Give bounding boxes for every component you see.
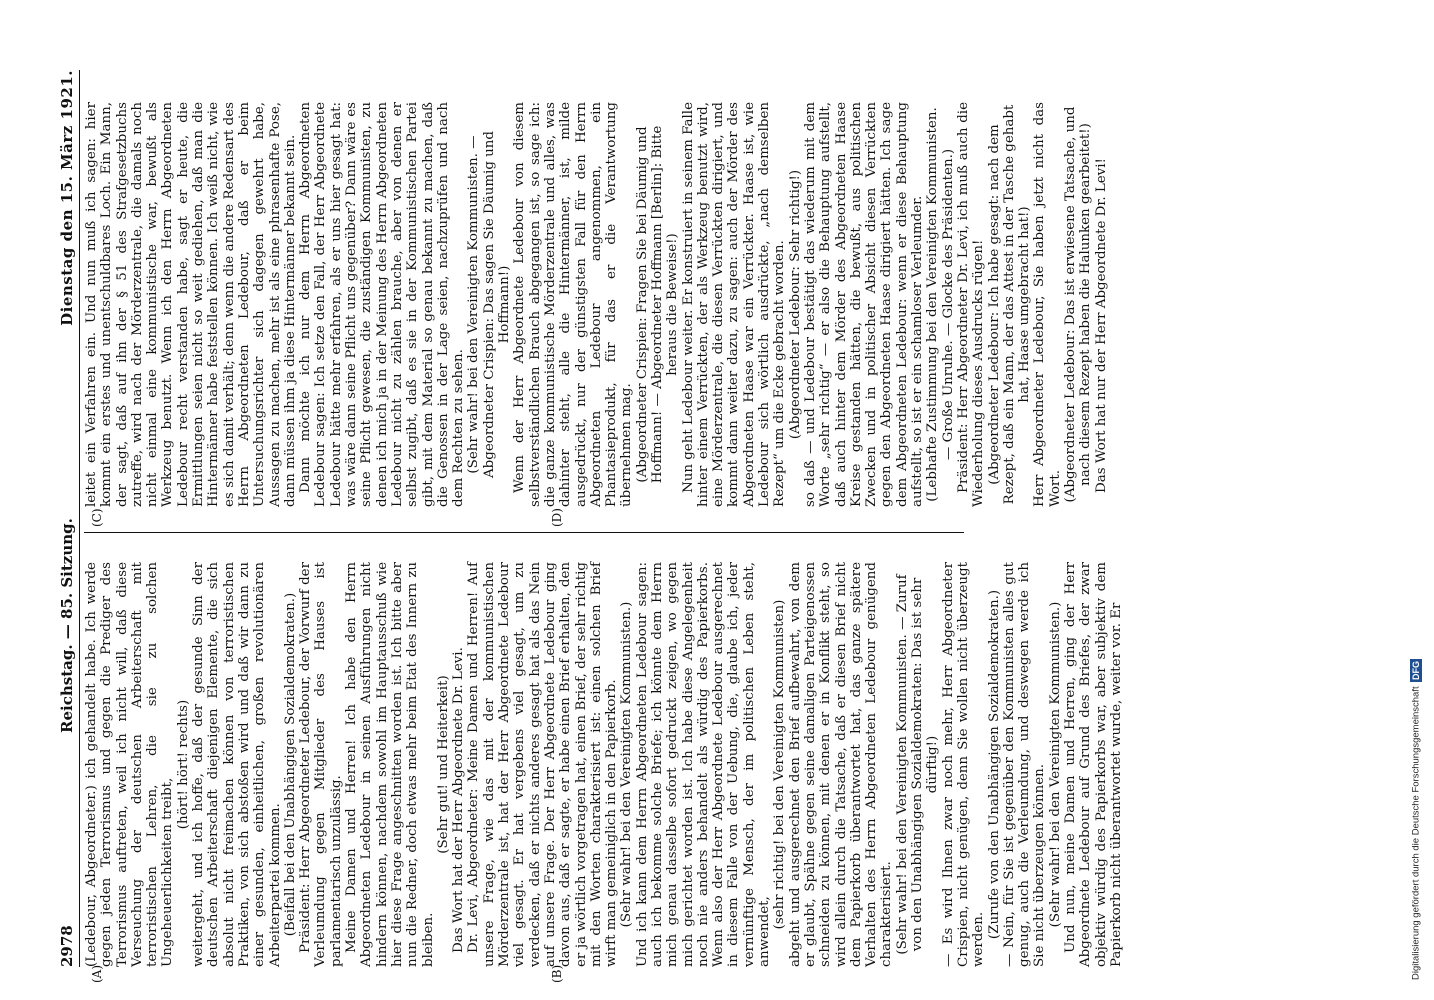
right-column [84,102,1109,507]
marker-b: (B) [550,964,564,983]
marker-a: (A) [90,964,104,983]
paragraph: (Ledebour, Abgeordneter.) ich gehandelt habe. Ich werde gegen jeden Terrorismus und gegen die Prediger des Terrorismus auftreten, weil ich nicht will, daß diese Verseuchung der deutschen Arbeiterschaft mit terroristischen Lehren, die sie zu solchen Ungeheuerlichkeiten treibt, [84,562,176,967]
paragraph: Präsident: Herr Abgeordneter Ledebour, der Vorwurf der Verleumdung gegen Mitglieder des Hauses ist parlamentarisch unzulässig. [298,562,344,967]
paragraph: (Sehr wahr! bei den Vereinigten Kommunisten. — Zuruf von den Unabhängigen Sozialdemokraten: Das ist sehr dürftig!) [894,574,941,955]
paragraph: so daß — und Ledebour bestätigt das wiederum mit dem Worte „sehr richtig“ — er also die Behauptung aufstellt, daß auch hinter dem Mörder des Abgeordneten Haase Kreise gestanden hätten, die bewußt, aus politischen Zwecken und in politischer Absicht diesen Verrückten gegen den Abgeordneten Haase dirigiert hätten. Ich sage dem Abgeordneten Ledebour: wenn er diese Behauptung aufstellt, so ist er ein schamloser Verleumder. [802,102,926,507]
paragraph: (Abgeordneter Ledebour: Das ist erwiesene Tatsache, und nach diesem Rezept haben die Halunken gearbeitet!) [1063,106,1094,503]
paragraph: Meine Damen und Herren! Ich habe den Herrn Abgeordneten Ledebour in seinen Ausführungen nicht hindern können, nachdem sowohl im Hauptausschuß wie hier diese Frage angeschnitten worden ist. Ich bitte aber nun die Redner, doch etwas mehr beim Etat des Innern zu bleiben. [344,562,436,967]
paragraph: (Sehr wahr! bei den Vereinigten Kommunisten. — Abgeordneter Crispien: Das sagen Sie Däumig und Hoffmann!) [466,131,513,478]
paragraph: Dr. Levi, Abgeordneter: Meine Damen und Herren! Auf unsere Frage, wie das mit der kommunistischen Mörderzentrale ist, hat der Herr Abgeordnete Ledebour viel gesagt. Er hat vergebens viel gesagt, um zu verdecken, daß er nichts anderes gesagt hat als das Nein auf unsere Frage. Der Herr Abgeordnete Ledebour ging davon aus, daß er sagte, er habe einen Brief erhalten, den er ja wörtlich vorgetragen hat, einen Brief, der sehr richtig mit den Worten charakterisiert ist: einen solchen Brief wirft man gemeiniglich in den Papierkorb. [466,562,620,967]
paragraph: — Nein, für Sie ist gegenüber den Kommunisten alles gut genug, auch die Verleumdung, und deswegen werde ich Sie nicht überzeugen können. [1001,562,1048,967]
marker-d: (D) [550,508,564,527]
paragraph: Wenn der Herr Abgeordnete Ledebour von diesem selbstverständlichen Brauch abgegangen ist, so sage ich: die ganze kommunistische Mörderzentrale und alles, was dahinter steht, alle die Hintermänner, ist, milde ausgedrückt, nur der günstigsten Fall für den Herrn Abgeordneten Ledebour angenommen, ein Phantasieprodukt, für das er die Verantwortung übernehmen mag. [512,102,635,507]
page-header [50,70,80,967]
paragraph: Herr Abgeordneter Ledebour, Sie haben jetzt nicht das Wort. [1032,102,1063,507]
paragraph: (Beifall bei den Unabhängigen Sozialdemokraten.) [282,592,298,937]
dfg-logo: DFG [1411,661,1421,681]
page-number: 2978 [58,925,76,967]
paragraph: Das Wort hat nur der Herr Abgeordnete Dr. Levi! [1093,158,1109,493]
document-page [50,50,1390,985]
header-date: Dienstag den 15. März 1921. [58,70,76,326]
paragraph: Und nun, meine Damen und Herren, ging der Herr Abgeordnete Ledebour auf Grund des Briefes, der zwar objektiv würdig des Papierkorbs war, aber subjektiv dem Papierkorb nicht überantwortet wurde, weiter vor. Er [1063,562,1124,967]
paragraph: weitergeht, und ich hoffe, daß der gesunde Sinn der deutschen Arbeiterschaft diejenigen Elemente, die sich absolut nicht freimachen können von terroristischen Praktiken, von sich abstoßen wird und daß wir dann zu einer gesunden, einheitlichen, großen revolutionären Arbeiterpartei kommen. [191,562,283,967]
paragraph: — Es wird Ihnen zwar noch mehr, Herr Abgeordneter Crispien, nicht genügen, denn Sie wollen nicht überzeugt werden. [940,562,987,967]
paragraph: (Lebhafte Zustimmung bei den Vereinigten Kommunisten. — Große Unruhe. — Glocke des Präsidenten.) [925,107,956,502]
paragraph: (Abgeordneter Ledebour: Sehr richtig!) [787,169,803,440]
paragraph: (Sehr wahr! bei den Vereinigten Kommunisten.) [1047,601,1063,928]
column-divider [84,532,964,533]
paragraph: Das Wort hat der Herr Abgeordnete Dr. Levi. [451,647,467,953]
paragraph: (Zurufe von den Unabhängigen Sozialdemokraten.) [986,589,1002,940]
paragraph: Nun geht Ledebour weiter. Er konstruiert in seinem Falle hinter einem Verrückten, der als Werkzeug benutzt wird, eine Mörderzentrale, die diesen Verrückten dirigiert, und kommt dann weiter dazu, zu sagen: auch der Mörder des Abgeordneten Haase war ein Verrückter. Haase ist, wie Ledebour sich wörtlich ausdrückte, „nach demselben Rezept“ um die Ecke gebracht worden. [680,102,788,507]
paragraph: leitet ein Verfahren ein. Und nun muß ich sagen: hier kommt ein erstes und unentschuldbares Loch. Ein Mann, der sagt, daß auf ihn der § 51 des Strafgesetzbuchs zutreffe, wird nach der Mörderzentrale, die damals noch nicht einmal eine kommunistische war, bewußt als Werkzeug benutzt. Wenn ich den Herrn Abgeordneten Ledebour recht verstanden habe, sagt er heute, die Ermittlungen seien nicht so weit gediehen, daß man die Hintermänner habe feststellen können. Ich weiß nicht, wie es sich damit verhält; denn wenn die andere Redensart des Herrn Abgeordneten Ledebour, daß er beim Untersuchungsrichter sich dagegen gewehrt habe, Aussagen zu machen, mehr ist als eine phrasenhafte Pose, dann müssen ihm ja diese Hintermänner bekannt sein. [84,102,298,507]
paragraph: Dann möchte ich nur dem Herrn Abgeordneten Ledebour sagen: Ich setze den Fall, der Herr Abgeordnete Ledebour hätte mehr erfahren, als er uns hier gesagt hat: was wäre dann seine Pflicht uns gegenüber? Dann wäre es seine Pflicht gewesen, die zuständigen Kommunisten, zu denen ich mich ja in der Meinung des Herrn Abgeordneten Ledebour nicht zu zählen brauche, aber von denen er selbst zugibt, daß es sie in der Kommunistischen Partei gibt, mit dem Material so genau bekannt zu machen, daß die Genossen in der Lage seien, nachzuprüfen und nach dem Rechten zu sehen. [298,102,467,507]
paragraph: (Sehr wahr! bei den Vereinigten Kommunisten.) [619,601,635,928]
paragraph: Und ich kann dem Herrn Abgeordneten Ledebour sagen: auch ich bekomme solche Briefe; ich könnte dem Herrn mich genau dasselbe sofort gedruckt zeigen, wo gegen mich gerichtet worden ist. Ich habe diese Angelegenheit noch nie anders behandelt als würdig des Papierkorbs. Wenn also der Herr Abgeordnete Ledebour ausgerechnet in diesem Falle von der Uebung, die, glaube ich, jeder vernünftige Mensch, der im politischen Leben steht, anwendet, [634,562,773,967]
funding-text: Digitalisierung gefördert durch die Deutsche Forschungsgemeinschaft [1410,686,1422,980]
paragraph: (Abgeordneter Ledebour: Ich habe gesagt: nach dem Rezept, daß ein Mann, der das Attest in der Tasche gehabt hat, Haase umgebracht hat!) [986,104,1033,505]
left-column [84,562,1124,967]
marker-c: (C) [90,508,104,527]
paragraph: (hört! hört! rechts) [175,699,191,830]
paragraph: (Sehr gut! und Heiterkeit) [435,675,451,854]
paragraph: abgeht und ausgerechnet den Brief aufbewahrt, von dem er glaubt, Spähne gegen seine damaligen Parteigenossen schneiden zu können, mit denen er in Konflikt steht, so wird allein durch die Tatsache, daß er diesen Brief nicht dem Papierkorb überantwortet hat, das ganze spätere Verhalten des Herrn Abgeordneten Ledebour genügend charakterisiert. [787,562,895,967]
header-left: Reichstag. — 85. Sitzung. [58,518,76,733]
paragraph: Präsident: Herr Abgeordneter Dr. Levi, ich muß auch die Wiederholung dieses Ausdrucks rügen! [955,102,987,507]
paragraph: (Abgeordneter Crispien: Fragen Sie bei Däumig und Hoffmann! — Abgeordneter Hoffmann [Berlin]: Bitte heraus die Beweise!) [634,125,681,484]
paragraph: (sehr richtig! bei den Vereinigten Kommunisten) [772,599,788,930]
funding-note [1408,50,1424,980]
